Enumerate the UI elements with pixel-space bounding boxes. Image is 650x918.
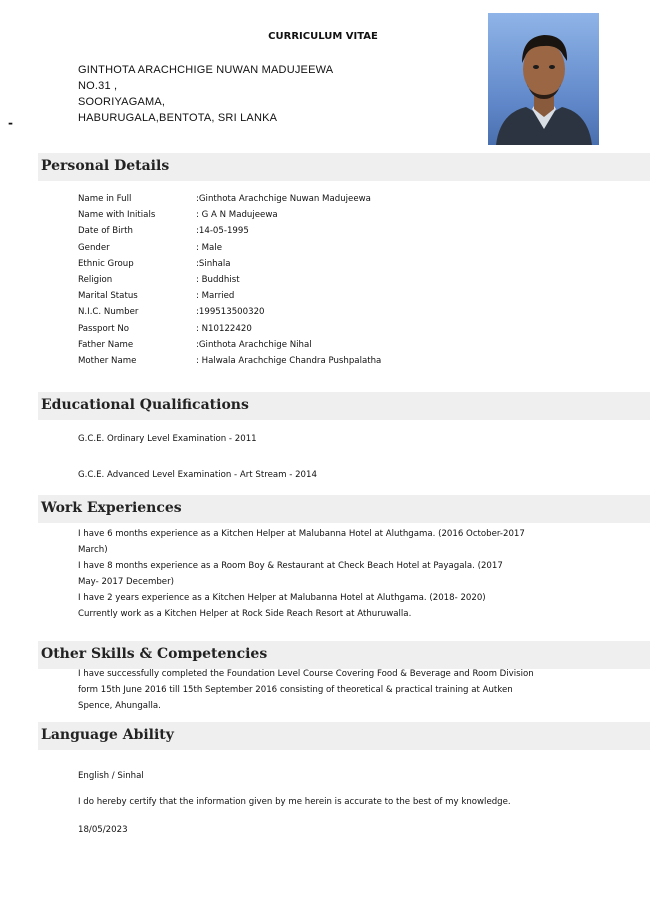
education-item: G.C.E. Advanced Level Examination - Art Stream - 2014: [78, 470, 317, 480]
detail-value: : G A N Madujeewa: [196, 210, 278, 221]
detail-value: : Married: [196, 291, 235, 302]
detail-label: Passport No: [78, 323, 130, 334]
document-title: CURRICULUM VITAE: [268, 31, 378, 42]
detail-label: Name in Full: [78, 194, 132, 204]
address-line: NO.31 ,: [78, 80, 118, 92]
personal-details-table: [78, 194, 381, 372]
detail-value: : Halwala Arachchige Chandra Pushpalatha: [196, 355, 382, 366]
address-line: HABURUGALA,BENTOTA, SRI LANKA: [78, 112, 278, 124]
detail-value: : N10122420: [196, 323, 252, 334]
skills-line: I have successfully completed the Foundation Level Course Covering Food & Beverage and Room Division: [78, 669, 534, 679]
detail-row: [78, 356, 381, 372]
section-title: Work Experiences: [41, 500, 182, 516]
applicant-address-block: [78, 62, 333, 126]
detail-row: [78, 324, 381, 340]
detail-value: :199513500320: [196, 307, 265, 318]
section-header-education: [38, 392, 650, 420]
signature-date: 18/05/2023: [78, 825, 128, 835]
work-line: I have 6 months experience as a Kitchen Helper at Malubanna Hotel at Aluthgama. (2016 October-2017: [78, 529, 525, 539]
detail-value: :Ginthota Arachchige Nuwan Madujeewa: [196, 194, 371, 204]
detail-value: : Buddhist: [196, 274, 240, 285]
detail-value: :Ginthota Arachchige Nihal: [196, 339, 312, 350]
detail-value: : Male: [196, 242, 222, 253]
detail-value: :Sinhala: [196, 258, 231, 269]
skills-line: Spence, Ahungalla.: [78, 701, 161, 711]
detail-value: :14-05-1995: [196, 226, 249, 237]
detail-row: [78, 340, 381, 356]
detail-label: Marital Status: [78, 291, 138, 302]
languages-value: English / Sinhal: [78, 771, 144, 781]
section-header-language: [38, 722, 650, 750]
skills-line: form 15th June 2016 till 15th September 2016 consisting of theoretical & practical training at Autken: [78, 685, 513, 695]
detail-row: [78, 291, 381, 307]
detail-label: Gender: [78, 242, 110, 253]
section-header-personal: [38, 153, 650, 181]
detail-row: [78, 243, 381, 259]
skills-text: [78, 666, 568, 714]
detail-row: [78, 259, 381, 275]
detail-label: Ethnic Group: [78, 258, 134, 269]
work-line: I have 2 years experience as a Kitchen Helper at Malubanna Hotel at Aluthgama. (2018- 2020): [78, 593, 486, 603]
work-line: May- 2017 December): [78, 577, 174, 587]
portrait-illustration: [488, 13, 599, 145]
declaration-text: I do hereby certify that the information given by me herein is accurate to the best of my knowledge.: [78, 797, 511, 807]
detail-label: Religion: [78, 274, 113, 285]
detail-row: [78, 194, 381, 210]
work-line: March): [78, 545, 108, 555]
detail-row: [78, 226, 381, 242]
detail-row: [78, 210, 381, 226]
section-title: Personal Details: [41, 158, 170, 174]
stray-mark: -: [8, 116, 13, 130]
detail-label: N.I.C. Number: [78, 307, 139, 318]
section-header-skills: [38, 641, 650, 669]
detail-row: [78, 275, 381, 291]
work-line: Currently work as a Kitchen Helper at Rock Side Reach Resort at Athuruwalla.: [78, 609, 412, 619]
detail-label: Name with Initials: [78, 210, 156, 221]
work-experience-text: [78, 526, 568, 622]
address-line: SOORIYAGAMA,: [78, 96, 166, 108]
section-title: Language Ability: [41, 727, 174, 743]
applicant-name: GINTHOTA ARACHCHIGE NUWAN MADUJEEWA: [78, 64, 334, 76]
section-header-work: [38, 495, 650, 523]
section-title: Other Skills & Competencies: [41, 646, 268, 662]
profile-photo: [488, 13, 599, 145]
detail-label: Mother Name: [78, 355, 137, 366]
detail-label: Father Name: [78, 339, 134, 350]
section-title: Educational Qualifications: [41, 397, 249, 413]
detail-row: [78, 307, 381, 323]
work-line: I have 8 months experience as a Room Boy & Restaurant at Check Beach Hotel at Payagala. (2017: [78, 561, 503, 571]
detail-label: Date of Birth: [78, 226, 133, 237]
education-item: G.C.E. Ordinary Level Examination - 2011: [78, 434, 257, 444]
